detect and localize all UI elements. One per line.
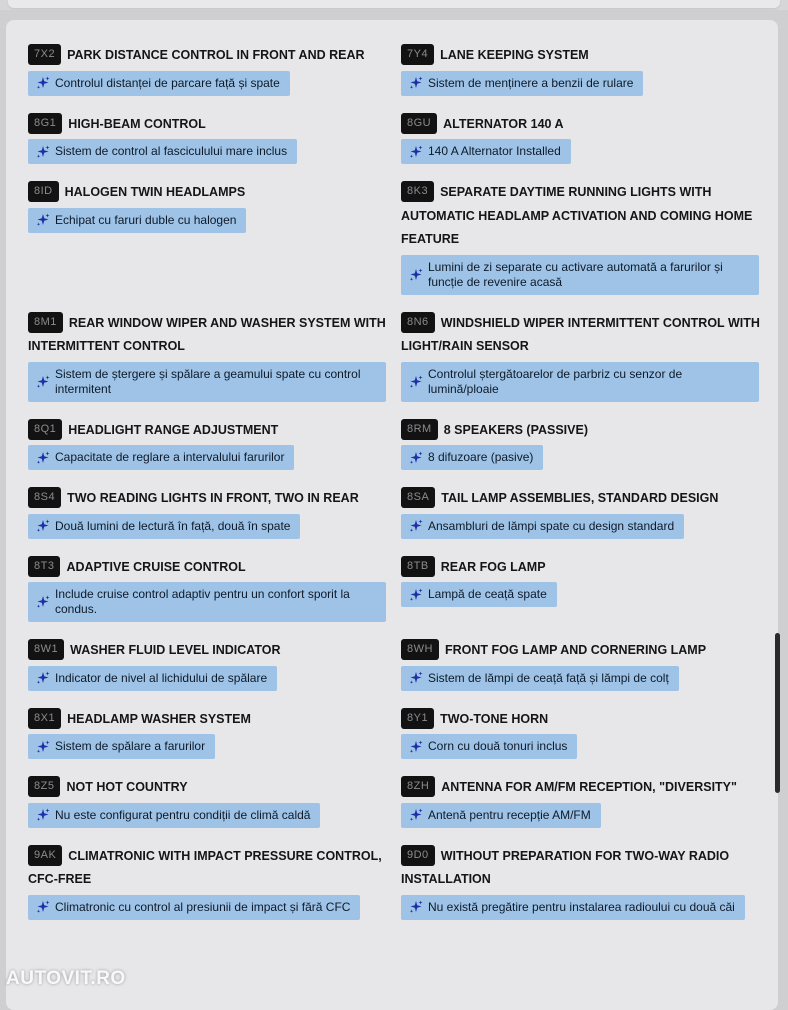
ai-sparkle-icon	[409, 900, 423, 914]
equipment-item	[28, 44, 401, 96]
ai-sparkle-icon	[409, 671, 423, 685]
option-title: REAR FOG LAMP	[440, 559, 546, 574]
option-title: SEPARATE DAYTIME RUNNING LIGHTS WITH AUTOMATIC HEADLAMP ACTIVATION AND COMING HOME FEATURE	[401, 185, 753, 246]
translation-box	[28, 362, 386, 402]
ai-sparkle-icon	[409, 588, 423, 602]
ai-sparkle-icon	[409, 519, 423, 533]
scrollbar-thumb[interactable]	[775, 633, 780, 793]
item-header	[28, 776, 401, 800]
option-code-badge: 8S4	[28, 487, 61, 508]
ai-sparkle-icon	[409, 375, 423, 389]
equipment-item	[401, 776, 764, 828]
equipment-item	[401, 113, 764, 165]
option-code-badge: 8Q1	[28, 419, 62, 440]
translation-text: Sistem de ștergere și spălare a geamului spate cu control intermitent	[55, 366, 361, 396]
translation-text: 8 difuzoare (pasive)	[428, 450, 534, 464]
translation-text: Corn cu două tonuri inclus	[428, 739, 568, 753]
item-header	[401, 556, 764, 580]
option-title: HEADLIGHT RANGE ADJUSTMENT	[68, 422, 279, 437]
item-header	[28, 44, 401, 68]
translation-box	[401, 895, 745, 920]
item-header	[28, 113, 401, 137]
translation-text: Sistem de control al fasciculului mare inclus	[55, 144, 288, 158]
equipment-item	[28, 556, 401, 623]
ai-sparkle-icon	[36, 145, 50, 159]
ai-sparkle-icon	[36, 519, 50, 533]
translation-text: Controlul distanței de parcare față și spate	[55, 75, 280, 90]
translation-box	[401, 582, 557, 607]
ai-sparkle-icon	[409, 451, 423, 465]
ai-sparkle-icon	[36, 900, 50, 914]
ai-sparkle-icon	[409, 145, 423, 159]
translation-text: Două lumini de lectură în față, două în spate	[55, 518, 291, 533]
option-code-badge: 8X1	[28, 708, 61, 729]
ai-sparkle-icon	[36, 76, 50, 90]
option-title: TAIL LAMP ASSEMBLIES, STANDARD DESIGN	[441, 491, 719, 505]
translation-box	[401, 362, 759, 402]
equipment-item	[401, 44, 764, 96]
option-code-badge: 8W1	[28, 639, 64, 660]
option-code-badge: 8TB	[401, 556, 435, 577]
equipment-item	[28, 181, 401, 295]
translation-text: Echipat cu faruri duble cu halogen	[55, 212, 237, 227]
equipment-item	[401, 639, 764, 691]
translation-box	[28, 666, 277, 691]
option-code-badge: 8ID	[28, 181, 59, 202]
option-code-badge: 8N6	[401, 312, 435, 333]
translation-box	[401, 803, 601, 828]
equipment-item	[28, 708, 401, 760]
option-code-badge: 7Y4	[401, 44, 434, 65]
translation-box	[28, 71, 290, 96]
ai-sparkle-icon	[36, 213, 50, 227]
translation-box	[28, 139, 297, 164]
item-header	[401, 487, 764, 511]
translation-text: Sistem de lămpi de ceață față și lămpi de colț	[428, 670, 669, 685]
equipment-item	[401, 708, 764, 760]
equipment-item	[28, 419, 401, 471]
item-header	[401, 419, 764, 443]
ai-sparkle-icon	[409, 76, 423, 90]
item-header	[401, 708, 764, 732]
option-title: REAR WINDOW WIPER AND WASHER SYSTEM WITH INTERMITTENT CONTROL	[28, 315, 386, 353]
equipment-item	[401, 845, 764, 920]
option-title: HIGH-BEAM CONTROL	[68, 116, 206, 131]
option-title: WITHOUT PREPARATION FOR TWO-WAY RADIO INSTALLATION	[401, 848, 730, 886]
translation-box	[401, 255, 759, 295]
translation-box	[28, 582, 386, 622]
ai-sparkle-icon	[409, 808, 423, 822]
equipment-item	[28, 113, 401, 165]
item-header	[28, 312, 401, 359]
option-code-badge: 8T3	[28, 556, 60, 577]
item-header	[401, 312, 764, 359]
option-code-badge: 8Z5	[28, 776, 60, 797]
item-header	[401, 776, 764, 800]
translation-box	[401, 514, 684, 539]
option-title: HEADLAMP WASHER SYSTEM	[67, 711, 251, 726]
ai-sparkle-icon	[36, 671, 50, 685]
equipment-item	[401, 419, 764, 471]
translation-box	[401, 71, 643, 96]
equipment-list	[28, 44, 764, 920]
ai-sparkle-icon	[36, 740, 50, 754]
equipment-item	[401, 556, 764, 623]
option-code-badge: 8K3	[401, 181, 434, 202]
item-header	[401, 113, 764, 137]
ai-sparkle-icon	[36, 595, 50, 609]
option-code-badge: 8SA	[401, 487, 435, 508]
option-code-badge: 8ZH	[401, 776, 435, 797]
option-title: 8 SPEAKERS (PASSIVE)	[443, 422, 588, 437]
option-code-badge: 7X2	[28, 44, 61, 65]
equipment-item	[28, 487, 401, 539]
translation-text: Sistem de menținere a benzii de rulare	[428, 75, 634, 90]
option-title: PARK DISTANCE CONTROL IN FRONT AND REAR	[67, 48, 365, 62]
item-header	[28, 419, 401, 443]
translation-box	[401, 734, 577, 759]
item-header	[401, 639, 764, 663]
translation-box	[401, 666, 679, 691]
translation-text: 140 A Alternator Installed	[428, 144, 561, 158]
equipment-item	[28, 639, 401, 691]
item-header	[28, 181, 401, 205]
translation-text: Lumini de zi separate cu activare automată a farurilor și funcție de revenire acasă	[428, 259, 723, 289]
equipment-item	[28, 312, 401, 402]
item-header	[28, 556, 401, 580]
option-code-badge: 8M1	[28, 312, 63, 333]
item-header	[401, 181, 764, 252]
option-code-badge: 9AK	[28, 845, 62, 866]
ai-sparkle-icon	[36, 375, 50, 389]
translation-text: Lampă de ceață spate	[428, 587, 547, 601]
item-header	[28, 845, 401, 892]
translation-text: Sistem de spălare a farurilor	[55, 739, 206, 753]
translation-box	[28, 208, 246, 233]
item-header	[28, 487, 401, 511]
translation-text: Indicator de nivel al lichidului de spălare	[55, 670, 268, 685]
option-title: ADAPTIVE CRUISE CONTROL	[66, 559, 246, 574]
translation-text: Capacitate de reglare a intervalului farurilor	[55, 450, 285, 464]
item-header	[401, 845, 764, 892]
translation-text: Nu există pregătire pentru instalarea radioului cu două căi	[428, 899, 735, 914]
option-title: LANE KEEPING SYSTEM	[440, 48, 589, 62]
option-code-badge: 8RM	[401, 419, 438, 440]
option-title: ALTERNATOR 140 A	[443, 116, 564, 131]
ai-sparkle-icon	[36, 808, 50, 822]
option-title: ANTENNA FOR AM/FM RECEPTION, "DIVERSITY"	[441, 780, 737, 794]
translation-text: Climatronic cu control al presiunii de impact și fără CFC	[55, 899, 351, 914]
option-title: TWO READING LIGHTS IN FRONT, TWO IN REAR	[67, 491, 359, 505]
equipment-item	[401, 312, 764, 402]
option-title: WASHER FLUID LEVEL INDICATOR	[70, 643, 281, 657]
top-card	[8, 0, 780, 8]
item-header	[401, 44, 764, 68]
top-card-edge	[0, 0, 788, 10]
option-code-badge: 8G1	[28, 113, 62, 134]
equipment-item	[401, 181, 764, 295]
translation-box	[401, 139, 571, 164]
option-title: HALOGEN TWIN HEADLAMPS	[64, 185, 246, 199]
translation-text: Include cruise control adaptiv pentru un confort sporit la condus.	[55, 587, 350, 616]
translation-text: Ansambluri de lămpi spate cu design standard	[428, 518, 675, 533]
ai-sparkle-icon	[36, 451, 50, 465]
option-title: FRONT FOG LAMP AND CORNERING LAMP	[444, 643, 707, 657]
translation-text: Controlul ștergătoarelor de parbriz cu senzor de lumină/ploaie	[428, 366, 683, 396]
item-header	[28, 708, 401, 732]
ai-sparkle-icon	[409, 268, 423, 282]
translation-box	[28, 514, 300, 539]
option-title: TWO-TONE HORN	[440, 711, 549, 726]
translation-box	[28, 445, 294, 470]
item-header	[28, 639, 401, 663]
option-code-badge: 9D0	[401, 845, 435, 866]
option-title: CLIMATRONIC WITH IMPACT PRESSURE CONTROL, CFC-FREE	[28, 848, 382, 886]
translation-box	[28, 803, 320, 828]
translation-box	[401, 445, 543, 470]
ai-sparkle-icon	[409, 740, 423, 754]
watermark: AUTOVIT.RO	[6, 968, 126, 989]
option-code-badge: 8Y1	[401, 708, 434, 729]
translation-box	[28, 895, 360, 920]
option-code-badge: 8GU	[401, 113, 437, 134]
option-title: WINDSHIELD WIPER INTERMITTENT CONTROL WITH LIGHT/RAIN SENSOR	[401, 315, 760, 353]
option-code-badge: 8WH	[401, 639, 439, 660]
equipment-item	[28, 776, 401, 828]
translation-text: Nu este configurat pentru condiții de climă caldă	[55, 807, 311, 822]
equipment-item	[401, 487, 764, 539]
translation-box	[28, 734, 215, 759]
option-title: NOT HOT COUNTRY	[66, 780, 188, 794]
translation-text: Antenă pentru recepție AM/FM	[428, 807, 591, 822]
equipment-item	[28, 845, 401, 920]
